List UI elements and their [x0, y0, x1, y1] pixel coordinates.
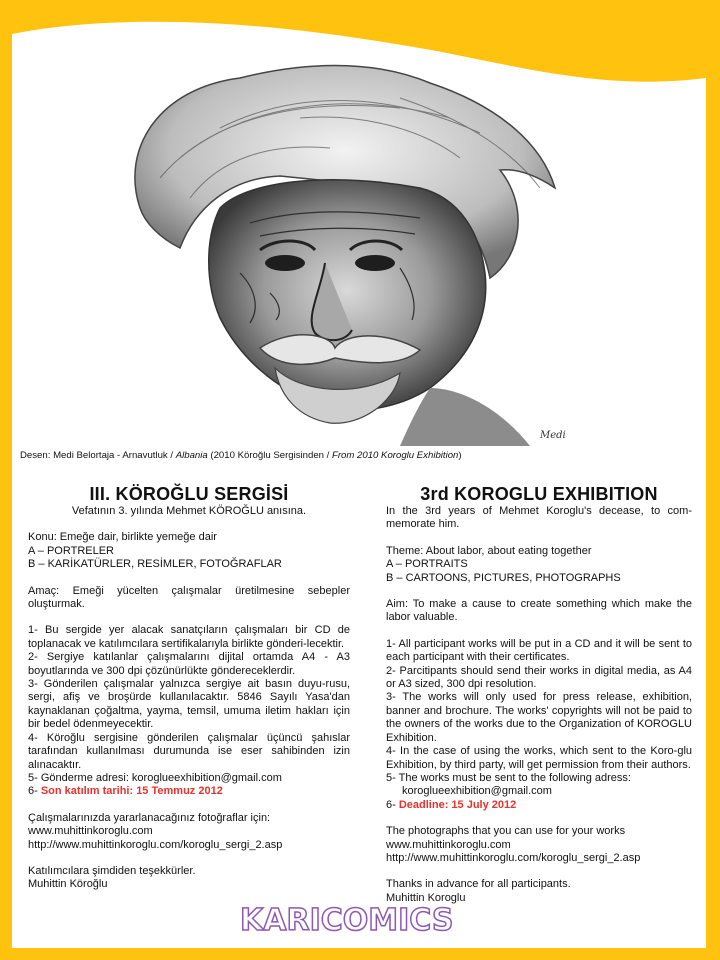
artist-signature: Medi: [540, 430, 566, 441]
en-url-2[interactable]: http://www.muhittinkoroglu.com/koroglu_sergi_2.asp: [386, 851, 641, 864]
en-aim: Aim: To make a cause to create something which make the labor valuable.: [386, 598, 692, 624]
en-rule-6-number: 6-: [386, 798, 399, 811]
en-subtitle: In the 3rd years of Mehmet Koroglu's decease, to com-memorate him.: [386, 505, 692, 531]
en-theme: Theme: About labor, about eating together: [386, 544, 592, 557]
en-category-a: A – PORTRAITS: [386, 558, 468, 571]
tr-rule-2: 2- Sergiye katılanlar çalışmalarını dijital ortamda A4 - A3 boyutlarında ve 300 dpi çözünürlükte göndereceklerdir.: [28, 651, 350, 677]
tr-photos-note: Çalışmalarınızda yararlanacağınız fotoğraflar için:: [28, 811, 271, 824]
tr-topic: Konu: Emeğe dair, birlikte yemeğe dair: [28, 531, 217, 544]
caption-post: ): [458, 450, 462, 461]
tr-rule-5: 5- Gönderme adresi: koroglueexhibition@gmail.com: [28, 771, 282, 784]
en-rule-1: 1- All participant works will be put in a CD and it will be sent to each participant with their certificates.: [386, 637, 692, 664]
tr-category-a: A – PORTRELER: [28, 544, 114, 557]
en-category-b: B – CARTOONS, PICTURES, PHOTOGRAPHS: [386, 571, 621, 584]
en-rule-3: 3- The works will only used for press release, exhibition, banner and brochure. The works' copyrights will not be paid to the owners of the works due to the Organization of KOROGLU Exhibition.: [386, 691, 692, 744]
portrait-caricature-illustration: [100, 58, 570, 446]
tr-rule-4: 4- Köroğlu sergisine gönderilen çalışmalar üçüncü şahıslar tarafından kullanılması durumunda ise eser sahibinden izin alınacaktır.: [28, 731, 350, 771]
en-photos-note: The photographs that you can use for your works: [386, 825, 626, 838]
en-rule-5: 5- The works must be sent to the following adress:: [386, 771, 631, 784]
en-signature: Muhittin Koroglu: [386, 891, 466, 904]
en-rule-4: 4- In the case of using the works, which sent to the Koro-glu Exhibition, by third party, will get permission from their authors.: [386, 745, 692, 771]
en-rule-2: 2- Parcitipants should send their works in digital media, as A4 or A3 sized, 300 dpi resolution.: [386, 664, 692, 691]
tr-rule-6-number: 6-: [28, 785, 41, 798]
en-rule-6: [386, 799, 692, 812]
tr-rule-1: 1- Bu sergide yer alacak sanatçıların çalışmaları bir CD de toplanacak ve katılımcılara sertifikalarıyla birlikte gönderi-lecektir.: [28, 624, 350, 650]
caption-mid: (2010 Köroğlu Sergisinden /: [207, 450, 332, 461]
tr-subtitle: Vefatının 3. yılında Mehmet KÖROĞLU anısına.: [71, 505, 307, 517]
caption-country: Albania: [175, 450, 208, 461]
english-column: [386, 483, 692, 905]
tr-url-2[interactable]: http://www.muhittinkoroglu.com/koroglu_sergi_2.asp: [28, 838, 283, 851]
image-caption: [20, 450, 710, 461]
tr-signature: Muhittin Köroğlu: [28, 878, 108, 891]
tr-title: III. KÖROĞLU SERGİSİ: [89, 484, 289, 504]
logo-text: KARICOMICS: [240, 903, 454, 938]
turkish-column: [28, 483, 350, 892]
en-deadline: Deadline: 15 July 2012: [398, 798, 517, 811]
tr-url-1[interactable]: www.muhittinkoroglu.com: [28, 825, 153, 838]
caption-pre: Desen: Medi Belortaja - Arnavutluk /: [20, 450, 176, 461]
en-title: 3rd KOROGLU EXHIBITION: [420, 484, 658, 504]
tr-rule-6: [28, 785, 350, 798]
en-thanks: Thanks in advance for all participants.: [386, 878, 571, 891]
en-email[interactable]: koroglueexhibition@gmail.com: [402, 785, 552, 798]
tr-rule-3: 3- Gönderilen çalışmalar yalnızca sergiye ait basın duyu-rusu, sergi, afiş ve broşürde kullanılacaktır. 5846 Sayılı Yasa'dan kaynaklanan çoğaltma, yayma, temsil, umuma iletim hakları için bir bedel ödenmeyecektir.: [28, 678, 350, 731]
caption-source: From 2010 Koroglu Exhibition: [332, 450, 459, 461]
tr-thanks: Katılımcılara şimdiden teşekkürler.: [28, 864, 196, 877]
tr-deadline: Son katılım tarihi: 15 Temmuz 2012: [40, 785, 223, 798]
tr-category-b: B – KARİKATÜRLER, RESİMLER, FOTOĞRAFLAR: [28, 558, 282, 571]
tr-aim: Amaç: Emeği yücelten çalışmalar üretilmesine sebepler oluşturmak.: [28, 584, 350, 611]
en-url-1[interactable]: www.muhittinkoroglu.com: [386, 838, 511, 851]
